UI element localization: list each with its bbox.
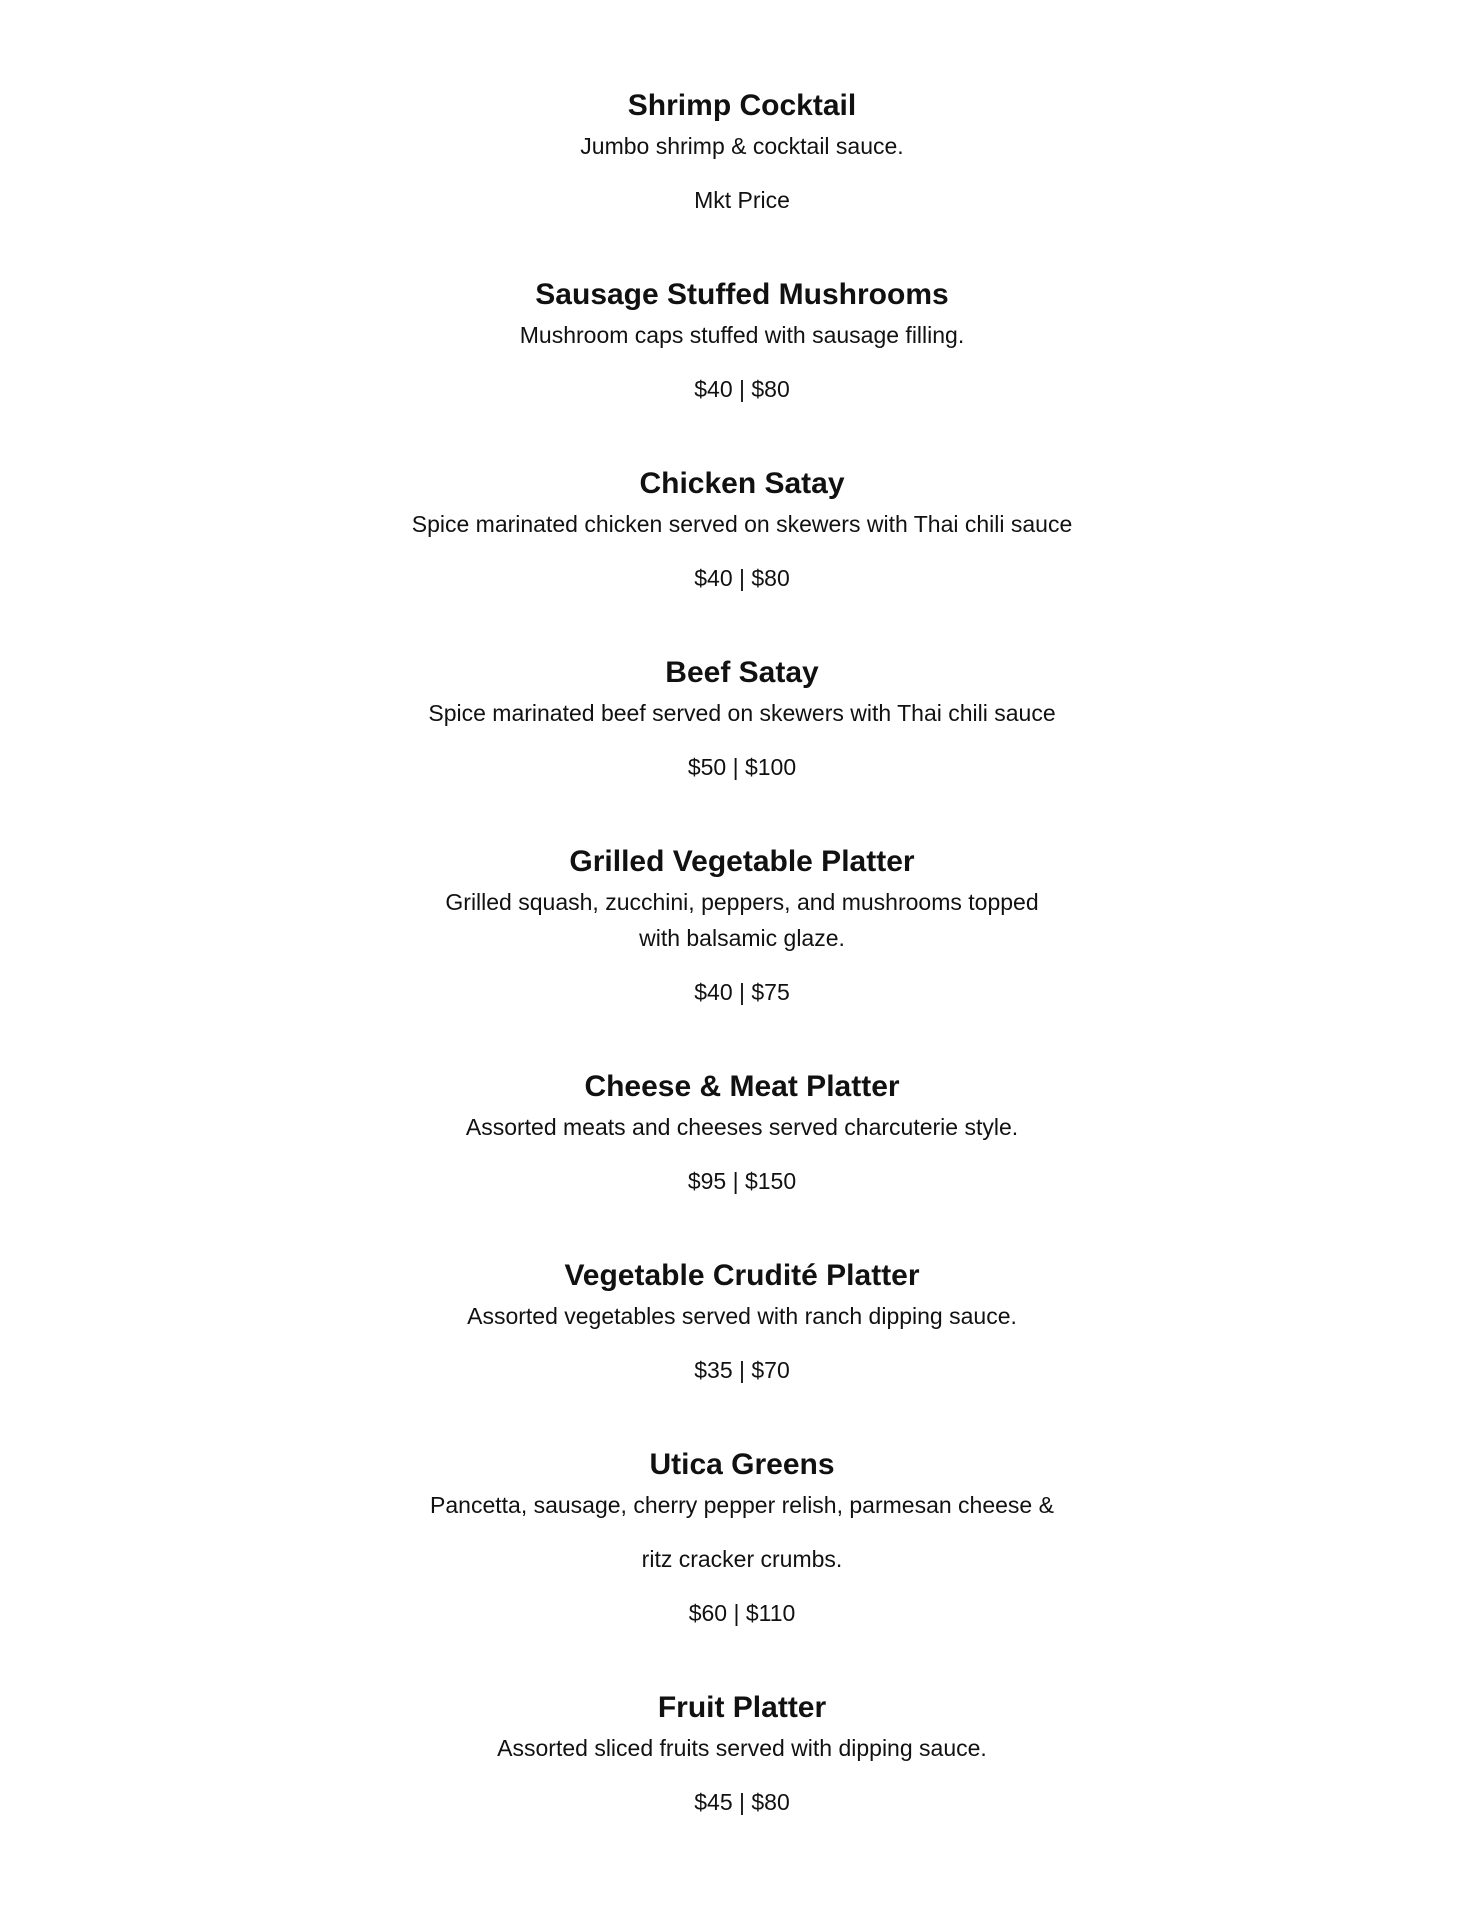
menu-item-price: $35 | $70 (694, 1357, 790, 1383)
menu-item-price: $60 | $110 (688, 1600, 796, 1626)
menu-item-price: $40 | $80 (694, 565, 790, 591)
menu-item-price: $50 | $100 (687, 754, 797, 780)
menu-item-description: Spice marinated chicken served on skewers with Thai chili sauce (411, 511, 1073, 537)
menu-item-price: $45 | $80 (694, 1789, 790, 1815)
menu-item-description: Spice marinated beef served on skewers with Thai chili sauce (428, 700, 1056, 726)
menu-item-price: Mkt Price (694, 187, 790, 213)
menu-item-price: $95 | $150 (687, 1168, 797, 1194)
menu-item-cheese-meat-platter (0, 1069, 1484, 1199)
menu-item-fruit-platter (0, 1690, 1484, 1820)
menu-item-description-continued: with balsamic glaze. (639, 925, 845, 951)
menu-item-price: $40 | $80 (694, 376, 790, 402)
menu-item-description: Assorted meats and cheeses served charcuterie style. (465, 1114, 1019, 1140)
menu-item-description: Assorted vegetables served with ranch dipping sauce. (467, 1303, 1017, 1329)
menu-item-name: Utica Greens (649, 1448, 835, 1481)
menu-item-shrimp-cocktail (0, 88, 1484, 218)
menu-item-description: Pancetta, sausage, cherry pepper relish, parmesan cheese & (430, 1492, 1054, 1518)
menu-item-name: Sausage Stuffed Mushrooms (535, 278, 949, 311)
menu-item-name: Grilled Vegetable Platter (569, 845, 915, 878)
menu-item-description: Grilled squash, zucchini, peppers, and mushrooms topped (445, 889, 1039, 915)
menu-item-name: Vegetable Crudité Platter (564, 1259, 920, 1292)
menu-item-vegetable-crudite-platter (0, 1258, 1484, 1388)
menu-item-price: $40 | $75 (694, 979, 790, 1005)
menu-item-description-continued: ritz cracker crumbs. (641, 1546, 843, 1572)
menu-item-name: Chicken Satay (639, 467, 845, 500)
menu-item-grilled-vegetable-platter (0, 844, 1484, 1010)
menu-item-beef-satay (0, 655, 1484, 785)
menu-item-utica-greens (0, 1447, 1484, 1631)
menu-item-name: Fruit Platter (657, 1691, 827, 1724)
menu-item-description: Assorted sliced fruits served with dipping sauce. (497, 1735, 987, 1761)
menu-item-name: Beef Satay (665, 656, 819, 689)
menu-item-description: Jumbo shrimp & cocktail sauce. (580, 133, 904, 159)
menu-item-description: Mushroom caps stuffed with sausage filling. (519, 322, 965, 348)
menu-item-sausage-stuffed-mushrooms (0, 277, 1484, 407)
menu-item-name: Cheese & Meat Platter (584, 1070, 900, 1103)
menu-item-chicken-satay (0, 466, 1484, 596)
menu-item-name: Shrimp Cocktail (627, 89, 857, 122)
